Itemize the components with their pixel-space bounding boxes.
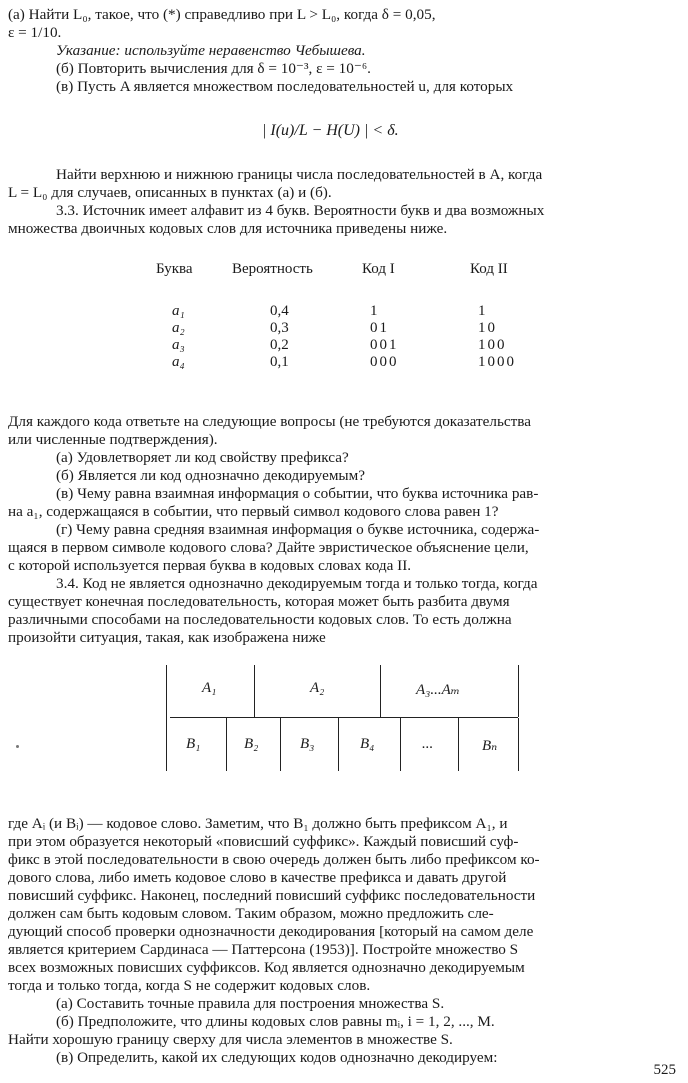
diagram-label: B₄ — [360, 736, 375, 752]
text-line: должен сам быть кодовым словом. Таким образом, можно предложить сле- — [8, 905, 494, 922]
page-number: 525 — [653, 1062, 676, 1078]
diagram-separator — [338, 718, 339, 771]
text-line: при этом образуется некоторый «повисший суффикс». Каждый повисший суф- — [8, 833, 519, 850]
text-line: Найти верхнюю и нижнюю границы числа последовательностей в A, когда — [56, 166, 543, 183]
text-line: ε = 1/10. — [8, 24, 62, 41]
diagram-label: A₂ — [310, 680, 325, 696]
diagram-label: B₂ — [244, 736, 259, 752]
table-cell: a₄ — [172, 354, 185, 370]
table-cell: 10 — [478, 320, 497, 336]
text-line: (а) Удовлетворяет ли код свойству префикса? — [56, 449, 349, 466]
text-line: Указание: используйте неравенство Чебышева. — [56, 42, 366, 59]
text-line: дующий способ проверки однозначности декодирования [который на самом деле — [8, 923, 534, 940]
text-line: (а) Найти L₀, такое, что (*) справедливо при L > L₀, когда δ = 0,05, — [8, 6, 436, 23]
text-line: на a₁, содержащаяся в событии, что первый символ кодового слова равен 1? — [8, 503, 499, 520]
text-line: (в) Чему равна взаимная информация о событии, что буква источника рав- — [56, 485, 539, 502]
text-line: где Aᵢ (и Bᵢ) — кодовое слово. Заметим, что B₁ должно быть префиксом A₁, и — [8, 815, 508, 832]
table-cell: 000 — [370, 354, 399, 370]
text-line: (г) Чему равна средняя взаимная информация о букве источника, содержа- — [56, 521, 540, 538]
diagram-separator — [380, 665, 381, 717]
table-cell: a₁ — [172, 303, 185, 319]
table-cell: 100 — [478, 337, 507, 353]
diagram-label: A₃...Aₘ — [416, 682, 460, 698]
table-cell: 0,1 — [270, 354, 289, 370]
text-line: различными способами на последовательности кодовых слов. То есть должна — [8, 611, 512, 628]
table-cell: 1 — [370, 303, 378, 319]
text-line: является критерием Сардинаса — Паттерсона (1953)]. Постройте множество S — [8, 941, 519, 958]
text-line: с которой используется первая буква в кодовых словах кода II. — [8, 557, 412, 574]
table-cell: a₂ — [172, 320, 185, 336]
diagram-separator — [280, 718, 281, 771]
text-line: (в) Пусть A является множеством последовательностей u, для которых — [56, 78, 514, 95]
table-cell: a₃ — [172, 337, 185, 353]
parsing-diagram — [166, 665, 520, 771]
text-line: L = L₀ для случаев, описанных в пунктах (а) и (б). — [8, 184, 332, 201]
formula: | I(u)/L − H(U) | < δ. — [262, 122, 399, 139]
text-line: (б) Является ли код однозначно декодируемым? — [56, 467, 365, 484]
text-line: или численные подтверждения). — [8, 431, 218, 448]
diagram-separator — [254, 665, 255, 717]
table-header: Вероятность — [232, 261, 313, 277]
text-line: фикс в этой последовательности в свою очередь должен быть либо префиксом ко- — [8, 851, 540, 868]
text-line: существует конечная последовательность, которая может быть разбита двумя — [8, 593, 510, 610]
text-line: Для каждого кода ответьте на следующие вопросы (не требуются доказательства — [8, 413, 532, 430]
text-line: повисший суффикс. Наконец, последний повисший суффикс последовательности — [8, 887, 536, 904]
text-line: (а) Составить точные правила для построения множества S. — [56, 995, 445, 1012]
table-cell: 0,2 — [270, 337, 289, 353]
diagram-separator — [400, 718, 401, 771]
diagram-label: B₁ — [186, 736, 201, 752]
diagram-label: A₁ — [202, 680, 217, 696]
table-cell: 001 — [370, 337, 399, 353]
text-line: тогда и только тогда, когда S не содержит кодовых слов. — [8, 977, 371, 994]
diagram-left-border — [166, 665, 167, 771]
text-line: всех возможных повисших суффиксов. Код является однозначно декодируемым — [8, 959, 525, 976]
section-heading: 3.4. Код не является однозначно декодируемым тогда и только тогда, когда — [56, 575, 538, 592]
text-line: произойти ситуация, такая, как изображена ниже — [8, 629, 326, 646]
table-cell: 1 — [478, 303, 486, 319]
section-heading: 3.3. Источник имеет алфавит из 4 букв. Вероятности букв и два возможных — [56, 202, 545, 219]
table-header: Код II — [470, 261, 508, 277]
diagram-label: ... — [422, 736, 434, 752]
table-header: Буква — [156, 261, 193, 277]
text-line: (б) Предположите, что длины кодовых слов равны mᵢ, i = 1, 2, ..., M. — [56, 1013, 495, 1030]
scan-speck — [16, 745, 19, 748]
diagram-divider — [170, 717, 518, 718]
diagram-separator — [518, 718, 519, 771]
diagram-label: B₃ — [300, 736, 315, 752]
diagram-separator — [226, 718, 227, 771]
text-line: дового слова, либо иметь кодовое слово в качестве префикса и давать другой — [8, 869, 507, 886]
diagram-separator — [458, 718, 459, 771]
table-cell: 0,3 — [270, 320, 289, 336]
table-cell: 01 — [370, 320, 389, 336]
text-line: Найти хорошую границу сверху для числа элементов в множестве S. — [8, 1031, 453, 1048]
table-header: Код I — [362, 261, 395, 277]
text-line: (б) Повторить вычисления для δ = 10⁻³, ε = 10⁻⁶. — [56, 60, 371, 77]
text-line: множества двоичных кодовых слов для источника приведены ниже. — [8, 220, 448, 237]
text-line: (в) Определить, какой их следующих кодов однозначно декодируем: — [56, 1049, 498, 1066]
text-line: щаяся в первом символе кодового слова? Дайте эвристическое объяснение цели, — [8, 539, 529, 556]
table-cell: 1000 — [478, 354, 516, 370]
diagram-separator — [518, 665, 519, 717]
table-cell: 0,4 — [270, 303, 289, 319]
diagram-label: Bₙ — [482, 738, 498, 754]
